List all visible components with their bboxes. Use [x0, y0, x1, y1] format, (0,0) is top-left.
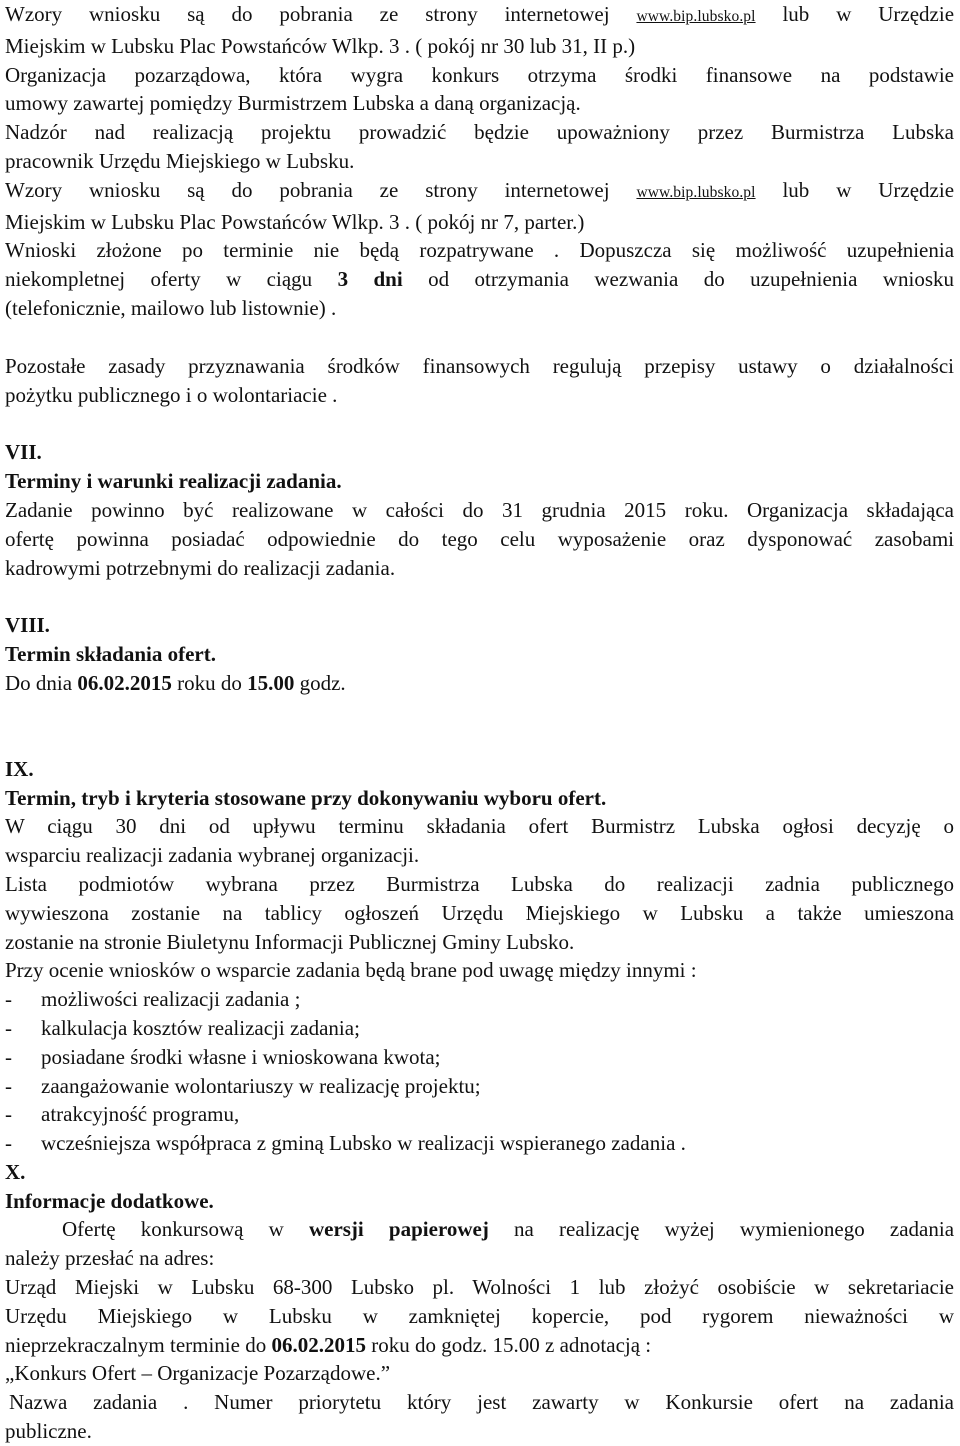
- bip-link[interactable]: www.bip.lubsko.pl: [636, 183, 756, 201]
- list-item-text: posiadane środki własne i wnioskowana kwota;: [41, 1044, 441, 1069]
- text: lub: [782, 177, 810, 202]
- list-item: [5, 1043, 954, 1072]
- deadline-time: 15.00: [247, 670, 295, 695]
- s10-line-6: „Konkurs Ofert – Organizacje Pozarządowe.”: [5, 1361, 391, 1386]
- org-line-1: Organizacja pozarządowa, która wygra konkurs otrzyma środki finansowe na podstawie: [5, 62, 954, 87]
- section-8-number: VIII.: [5, 613, 50, 638]
- section-7-title: Terminy i warunki realizacji zadania.: [5, 469, 342, 494]
- list-item-text: możliwości realizacji zadania ;: [41, 987, 301, 1012]
- text: w Urzędzie: [836, 177, 955, 202]
- wzory2-line-1: [5, 176, 954, 208]
- bip-link[interactable]: www.bip.lubsko.pl: [636, 8, 756, 25]
- wnioski-line-1: [5, 236, 954, 265]
- list-item: [5, 1014, 954, 1043]
- text: na realizację wyżej wymienionego zadania: [514, 1217, 955, 1242]
- bold-text: 3 dni: [337, 267, 403, 292]
- section-7-number: VII.: [5, 440, 42, 465]
- s10-line-3: Urząd Miejski w Lubsku 68-300 Lubsko pl. Wolności 1 lub złożyć osobiście w sekretariacie: [5, 1275, 954, 1300]
- s9-p2-line-3: zostanie na stronie Biuletynu Informacji Publicznej Gminy Lubsko.: [5, 929, 575, 954]
- section-number: [5, 1158, 954, 1187]
- s10-line-5: [5, 1331, 954, 1360]
- deadline-line: [5, 669, 954, 698]
- section-heading: [5, 640, 954, 669]
- deadline-date: 06.02.2015: [77, 670, 172, 695]
- s10-line-8: publiczne.: [5, 1419, 92, 1444]
- s9-p2-line-2: wywieszona zostanie na tablicy ogłoszeń Urzędu Miejskiego w Lubsku a także umieszona: [5, 900, 954, 925]
- wzory-line-2: Miejskim w Lubsku Plac Powstańców Wlkp. 3 . ( pokój nr 30 lub 31, II p.): [5, 33, 636, 58]
- section-10-title: Informacje dodatkowe.: [5, 1188, 214, 1213]
- section-number: [5, 438, 954, 467]
- s10-line-1: [5, 1215, 954, 1244]
- s10-line-4: Urzędu Miejskiego w Lubsku w zamkniętej kopercie, pod rygorem nieważności w: [5, 1303, 954, 1328]
- dash-bullet: -: [5, 1131, 12, 1156]
- text: nieprzekraczalnym terminie do: [5, 1332, 267, 1357]
- s9-p3: Przy ocenie wniosków o wsparcie zadania będą brane pod uwagę między innymi :: [5, 958, 697, 983]
- text: Wnioski złożone po terminie nie będą rozpatrywane .: [5, 238, 560, 263]
- text: Dopuszcza się możliwość uzupełnienia: [579, 238, 955, 263]
- text: Wzory wniosku są do pobrania ze strony internetowej: [5, 2, 610, 26]
- s7-line-2: ofertę powinna posiadać odpowiednie do tego celu wyposażenie oraz dysponować zasobami: [5, 526, 954, 551]
- spacer: [5, 698, 954, 755]
- wnioski-line-3: (telefonicznie, mailowo lub listownie) .: [5, 295, 337, 320]
- section-heading: [5, 467, 954, 496]
- list-item-text: zaangażowanie wolontariuszy w realizację projektu;: [41, 1073, 481, 1098]
- list-item: [5, 1072, 954, 1101]
- s10-line-7: Nazwa zadania . Numer priorytetu który jest zawarty w Konkursie ofert na zadania: [9, 1390, 954, 1415]
- text: roku do godz. 15.00 z adnotacją :: [371, 1332, 652, 1357]
- section-heading: [5, 1187, 954, 1216]
- text: Do dnia: [5, 670, 73, 695]
- nadzor-line-2: pracownik Urzędu Miejskiego w Lubsku.: [5, 148, 355, 173]
- section-9-title: Termin, tryb i kryteria stosowane przy dokonywaniu wyboru ofert.: [5, 785, 607, 810]
- nadzor-line-1: Nadzór nad realizacją projektu prowadzić będzie upoważniony przez Burmistrza Lubska: [5, 120, 954, 145]
- spacer: [5, 323, 954, 352]
- wnioski-line-2: [5, 265, 954, 294]
- text: Ofertę konkursową w: [62, 1217, 284, 1242]
- text: w Urzędzie: [836, 2, 955, 26]
- s7-line-1: [5, 496, 954, 525]
- s9-p1-line-2: wsparciu realizacji zadania wybranej organizacji.: [5, 843, 420, 868]
- text: Organizacja składająca: [746, 497, 955, 522]
- spacer: [5, 409, 954, 438]
- pozostale-line-2: pożytku publicznego i o wolontariacie .: [5, 382, 338, 407]
- dash-bullet: -: [5, 1102, 12, 1127]
- section-8-title: Termin składania ofert.: [5, 642, 216, 667]
- text: niekompletnej oferty w ciągu: [5, 267, 313, 292]
- wzory2-line-2: Miejskim w Lubsku Plac Powstańców Wlkp. 3 . ( pokój nr 7, parter.): [5, 209, 585, 234]
- spacer: [5, 582, 954, 611]
- list-item-text: kalkulacja kosztów realizacji zadania;: [41, 1015, 360, 1040]
- text: godz.: [299, 670, 346, 695]
- section-heading: [5, 784, 954, 813]
- list-item-text: atrakcyjność programu,: [41, 1102, 240, 1127]
- list-item: [5, 1129, 954, 1158]
- section-number: [5, 755, 954, 784]
- text: Wzory wniosku są do pobrania ze strony internetowej: [5, 177, 610, 202]
- text: Zadanie powinno być realizowane w całości do 31 grudnia 2015 roku.: [5, 497, 729, 522]
- section-9-number: IX.: [5, 756, 34, 781]
- bold-text: 06.02.2015: [271, 1332, 366, 1357]
- section-number: [5, 611, 954, 640]
- s10-line-2: należy przesłać na adres:: [5, 1246, 215, 1271]
- dash-bullet: -: [5, 987, 12, 1012]
- dash-bullet: -: [5, 1015, 12, 1040]
- s9-p1-line-1: W ciągu 30 dni od upływu terminu składania ofert Burmistrz Lubska ogłosi decyzję o: [5, 814, 954, 839]
- bold-text: wersji papierowej: [308, 1217, 489, 1242]
- text: roku do: [177, 670, 242, 695]
- org-line-2: umowy zawartej pomiędzy Burmistrzem Lubska a daną organizacją.: [5, 91, 581, 116]
- section-10-number: X.: [5, 1159, 26, 1184]
- text: lub: [782, 2, 810, 26]
- s9-p2-line-1: Lista podmiotów wybrana przez Burmistrza Lubska do realizacji zadnia publicznego: [5, 871, 954, 896]
- dash-bullet: -: [5, 1044, 12, 1069]
- s7-line-3: kadrowymi potrzebnymi do realizacji zadania.: [5, 555, 396, 580]
- list-item-text: wcześniejsza współpraca z gminą Lubsko w realizacji wspieranego zadania .: [41, 1131, 686, 1156]
- dash-bullet: -: [5, 1073, 12, 1098]
- pozostale-line-1: Pozostałe zasady przyznawania środków finansowych regulują przepisy ustawy o działalności: [5, 353, 954, 378]
- list-item: [5, 985, 954, 1014]
- text: od otrzymania wezwania do uzupełnienia wniosku: [428, 267, 955, 292]
- list-item: [5, 1100, 954, 1129]
- wzory-line-1: [5, 0, 954, 32]
